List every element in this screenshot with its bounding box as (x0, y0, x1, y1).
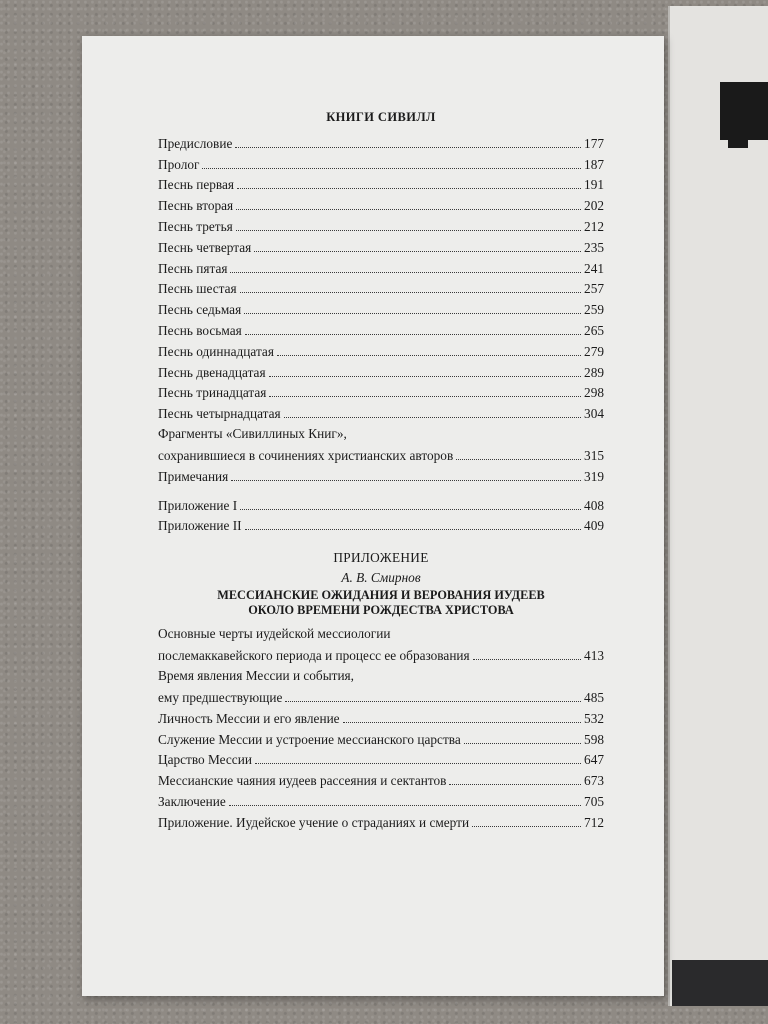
book-page (82, 36, 664, 996)
leader-dots (245, 529, 582, 530)
entry-page: 598 (584, 731, 604, 747)
entry-label: Песнь вторая (158, 198, 234, 214)
entry-label: Песнь восьмая (158, 322, 242, 338)
entry-page: 241 (584, 260, 604, 276)
entry-label: Царство Мессии (158, 752, 252, 768)
essay-entry (158, 685, 604, 706)
entry-label: Мессианские чаяния иудеев рассеяния и сектантов (158, 773, 447, 789)
essay-entry (158, 643, 604, 664)
leader-dots (464, 743, 581, 744)
essay-title (158, 588, 604, 618)
book-cover-edge (672, 960, 768, 1006)
leader-dots (284, 417, 581, 418)
toc-entry (158, 235, 604, 256)
toc-entry (158, 360, 604, 381)
entry-page: 212 (584, 218, 604, 234)
leader-dots (254, 251, 581, 252)
toc-entry (158, 277, 604, 298)
entry-page: 289 (584, 364, 604, 380)
entry-page: 409 (584, 518, 604, 534)
toc-entry (158, 256, 604, 277)
entry-page: 177 (584, 135, 604, 151)
entry-label: Личность Мессии и его явление (158, 710, 340, 726)
essay-entry (158, 810, 604, 831)
entry-label: Песнь тринадцатая (158, 385, 267, 401)
entry-label: Песнь первая (158, 177, 235, 193)
entry-page: 705 (584, 793, 604, 809)
essay-item-1-line-1: Основные черты иудейской мессиологии (158, 626, 391, 642)
entry-label: Песнь третья (158, 218, 233, 234)
entry-page: 265 (584, 322, 604, 338)
toc-entry-appendix (158, 514, 604, 535)
leader-dots (473, 659, 581, 660)
leader-dots (240, 292, 581, 293)
facing-page-heading-glyph (720, 82, 768, 140)
leader-dots (269, 376, 581, 377)
leader-dots (456, 459, 581, 460)
entry-label: Примечания (158, 468, 229, 484)
entry-label: Приложение I (158, 497, 238, 513)
leader-dots (231, 480, 581, 481)
toc-title: КНИГИ СИВИЛЛ (326, 110, 436, 124)
facing-page (668, 6, 768, 1006)
leader-dots (245, 334, 581, 335)
leader-dots (236, 230, 581, 231)
leader-dots (277, 355, 581, 356)
leader-dots (240, 509, 581, 510)
leader-dots (449, 784, 581, 785)
entry-label: Песнь шестая (158, 281, 237, 297)
entry-label: Приложение. Иудейское учение о страданиях и смерти (158, 814, 470, 830)
leader-dots (255, 763, 581, 764)
entry-page: 259 (584, 302, 604, 318)
entry-label: Приложение II (158, 518, 242, 534)
entry-page: 191 (584, 177, 604, 193)
entry-page: 202 (584, 198, 604, 214)
supplement-heading: ПРИЛОЖЕНИЕ (333, 550, 429, 566)
toc-entries (158, 131, 604, 422)
entry-page: 673 (584, 773, 604, 789)
toc-entry (158, 318, 604, 339)
entry-label: Песнь четвертая (158, 239, 252, 255)
essay-entry (158, 727, 604, 748)
entry-label: Заключение (158, 793, 226, 809)
entry-page: 279 (584, 343, 604, 359)
essay-title-line-1: МЕССИАНСКИЕ ОЖИДАНИЯ И ВЕРОВАНИЯ ИУДЕЕВ (217, 588, 545, 603)
leader-dots (229, 805, 581, 806)
toc-entry (158, 193, 604, 214)
toc-entry (158, 401, 604, 422)
entry-page: 187 (584, 156, 604, 172)
entry-page: 319 (584, 468, 604, 484)
essay-entry (158, 768, 604, 789)
essay-entry (158, 789, 604, 810)
entry-page: 413 (584, 648, 604, 664)
entry-page: 235 (584, 239, 604, 255)
entry-page: 298 (584, 385, 604, 401)
entry-label: Предисловие (158, 135, 233, 151)
entry-page: 315 (584, 447, 604, 463)
leader-dots (269, 396, 581, 397)
entry-label: Песнь седьмая (158, 302, 242, 318)
leader-dots (285, 701, 581, 702)
leader-dots (235, 147, 581, 148)
entry-label: послемаккавейского периода и процесс ее образования (158, 648, 470, 664)
toc-entry-fragments (158, 443, 604, 464)
entry-page: 408 (584, 497, 604, 513)
toc-entry (158, 131, 604, 152)
toc-entry (158, 152, 604, 173)
entry-page: 304 (584, 406, 604, 422)
entry-label: Служение Мессии и устроение мессианского царства (158, 731, 461, 747)
toc-entry (158, 173, 604, 194)
entry-label: Песнь четырнадцатая (158, 406, 281, 422)
leader-dots (343, 722, 581, 723)
toc-entry (158, 297, 604, 318)
fragments-line-1: Фрагменты «Сивиллиных Книг», (158, 426, 347, 442)
leader-dots (236, 209, 581, 210)
entry-label: Пролог (158, 156, 200, 172)
entry-page: 712 (584, 814, 604, 830)
essay-item-2-line-1: Время явления Мессии и события, (158, 668, 354, 684)
entry-page: 532 (584, 710, 604, 726)
leader-dots (237, 188, 581, 189)
entry-label: Песнь двенадцатая (158, 364, 266, 380)
supplement-author: А. В. Смирнов (341, 570, 421, 586)
entry-label: Песнь одиннадцатая (158, 343, 274, 359)
entry-page: 257 (584, 281, 604, 297)
leader-dots (230, 272, 581, 273)
table-of-contents (158, 110, 604, 831)
leader-dots (472, 826, 581, 827)
entry-label: сохранившиеся в сочинениях христианских авторов (158, 447, 454, 463)
entry-page: 485 (584, 689, 604, 705)
facing-page-heading-glyph-tail (728, 134, 748, 148)
toc-entry (158, 339, 604, 360)
leader-dots (202, 168, 581, 169)
entry-label: Песнь пятая (158, 260, 228, 276)
essay-entry (158, 706, 604, 727)
toc-entry (158, 381, 604, 402)
leader-dots (244, 313, 581, 314)
essay-title-line-2: ОКОЛО ВРЕМЕНИ РОЖДЕСТВА ХРИСТОВА (248, 603, 514, 618)
toc-entry (158, 214, 604, 235)
entry-label: ему предшествующие (158, 689, 283, 705)
essay-entry (158, 748, 604, 769)
toc-entry-notes (158, 464, 604, 485)
entry-page: 647 (584, 752, 604, 768)
toc-entry-appendix (158, 493, 604, 514)
